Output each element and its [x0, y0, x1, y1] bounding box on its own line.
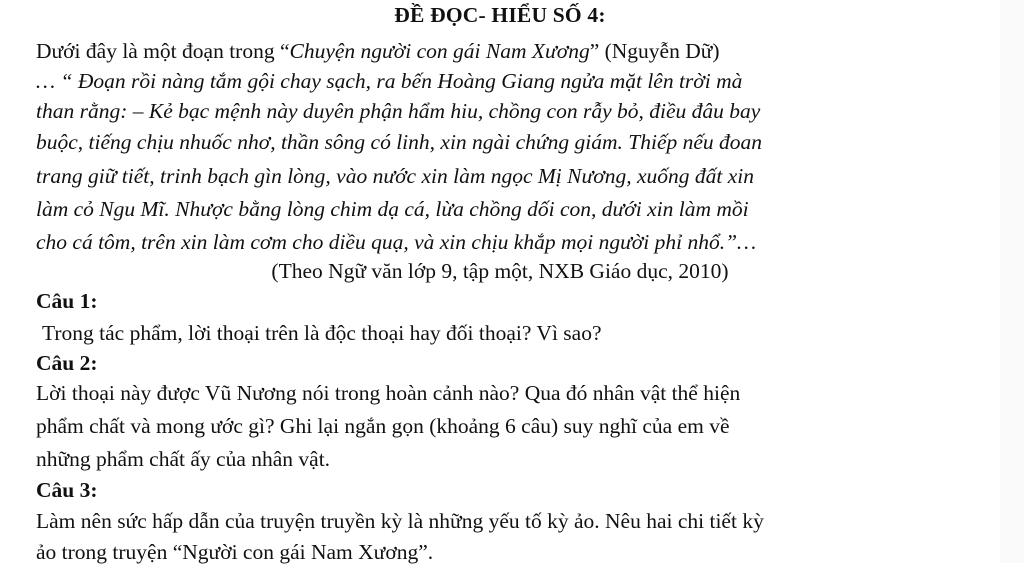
- passage-line-text: cho cá tôm, trên xin làm cơm cho diều quạ, và xin chịu khắp mọi người phỉ nhổ.”…: [36, 230, 757, 254]
- passage-line: [36, 229, 756, 255]
- passage-line: [36, 68, 742, 94]
- passage-line: [36, 98, 760, 124]
- passage-line-text: … “ Đoạn rồi nàng tắm gội chay sạch, ra bến Hoàng Giang ngửa mặt lên trời mà: [36, 69, 743, 93]
- intro-line: [36, 38, 720, 64]
- passage-line: [36, 129, 762, 155]
- question-2-text: phẩm chất và mong ước gì? Ghi lại ngắn gọn (khoảng 6 câu) suy nghĩ của em về: [36, 414, 730, 438]
- question-1-text: Trong tác phẩm, lời thoại trên là độc thoại hay đối thoại? Vì sao?: [42, 321, 602, 345]
- passage-line-text: trang giữ tiết, trinh bạch gìn lòng, vào nước xin làm ngọc Mị Nương, xuống đất xin: [36, 164, 754, 188]
- intro-work-title: Chuyện người con gái Nam Xương: [289, 39, 590, 63]
- question-3-label: Câu 3:: [36, 478, 98, 502]
- question-2-label: Câu 2:: [36, 351, 98, 375]
- document-title: ĐỀ ĐỌC- HIỂU SỐ 4:: [394, 3, 606, 27]
- passage-line-text: làm cỏ Ngu Mĩ. Nhược bằng lòng chim dạ cá, lừa chồng dối con, dưới xin làm mồi: [36, 197, 749, 221]
- intro-before: Dưới đây là một đoạn trong “: [36, 39, 290, 63]
- passage-line-text: buộc, tiếng chịu nhuốc nhơ, thần sông có linh, xin ngài chứng giám. Thiếp nếu đoan: [36, 130, 763, 154]
- passage-line: [36, 196, 749, 222]
- question-2-text: những phẩm chất ấy của nhân vật.: [36, 447, 331, 471]
- passage-line-text: than rằng: – Kẻ bạc mệnh này duyên phận hẩm hiu, chồng con rẫy bỏ, điều đâu bay: [36, 99, 761, 123]
- question-1-label: Câu 1:: [36, 289, 98, 313]
- intro-after: ” (Nguyễn Dữ): [589, 39, 720, 63]
- question-3-text: Làm nên sức hấp dẫn của truyện truyền kỳ là những yếu tố kỳ ảo. Nêu hai chi tiết kỳ: [36, 509, 764, 533]
- passage-line: [36, 163, 754, 189]
- question-3-text: ảo trong truyện “Người con gái Nam Xương”.: [36, 540, 434, 564]
- source-citation: (Theo Ngữ văn lớp 9, tập một, NXB Giáo dục, 2010): [271, 259, 729, 283]
- question-2-text: Lời thoại này được Vũ Nương nói trong hoàn cảnh nào? Qua đó nhân vật thể hiện: [36, 381, 741, 405]
- page-edge: [1000, 0, 1024, 563]
